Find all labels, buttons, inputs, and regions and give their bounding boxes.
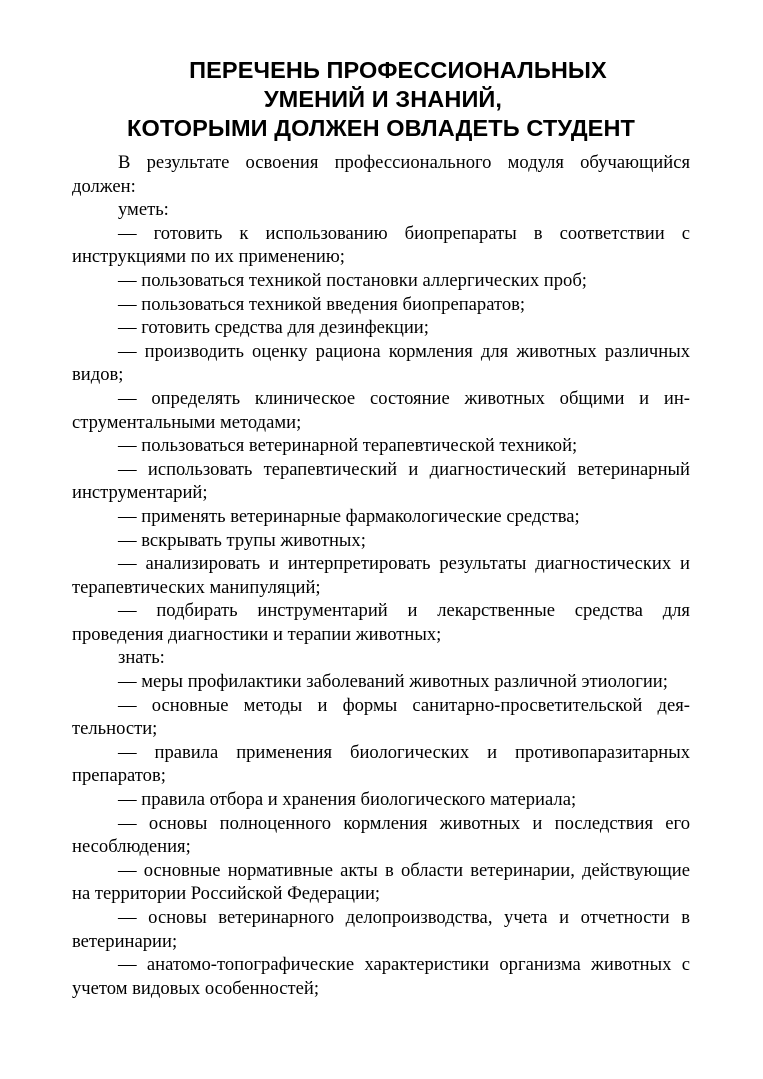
title-line-1: ПЕРЕЧЕНЬ ПРОФЕССИОНАЛЬНЫХ (189, 57, 607, 83)
title-line-3: КОТОРЫМИ ДОЛЖЕН ОВЛАДЕТЬ СТУДЕНТ (127, 115, 635, 141)
skills-heading: уметь: (118, 199, 169, 221)
knowledge-item: — меры профилактики заболеваний животных различной этиологии; (118, 671, 668, 693)
skill-item: — пользоваться ветеринарной терапевтической техникой; (118, 435, 578, 457)
knowledge-item: — основные нормативные акты в области ветеринарии, действующие на территории Российской Федерации; (72, 859, 690, 905)
knowledge-item: — основы полноценного кормления животных и последствия его несоблюдения; (72, 812, 690, 858)
skill-item: — производить оценку рациона кормления для животных различных видов; (72, 340, 690, 386)
skill-item: — пользоваться техникой введения биопрепаратов; (118, 293, 526, 315)
knowledge-item: — правила применения биологических и противопаразитарных препаратов; (72, 741, 690, 787)
document-body (72, 151, 690, 1000)
skill-item: — использовать терапевтический и диагностический ветеринарный инструментарий; (72, 458, 690, 504)
title-line-2: УМЕНИЙ И ЗНАНИЙ, (263, 86, 503, 112)
skill-item: — определять клиническое состояние животных общими и инструментальными методами; (72, 387, 690, 433)
knowledge-item: — анатомо-топографические характеристики организма животных с учетом видовых особенностей; (72, 954, 690, 999)
skill-item: — применять ветеринарные фармакологические средства; (118, 505, 580, 527)
skill-item: — вскрывать трупы животных; (118, 529, 366, 551)
knowledge-heading: знать: (118, 647, 165, 669)
skill-item: — анализировать и интерпретировать результаты диагностических и терапевтических манипуляций; (72, 553, 690, 598)
knowledge-item: — правила отбора и хранения биологического материала; (118, 789, 577, 811)
document-page (72, 56, 690, 1000)
skill-item: — готовить средства для дезинфекции; (118, 317, 429, 339)
knowledge-item: — основные методы и формы санитарно-просветительской деятельности; (72, 694, 690, 740)
skill-item: — подбирать инструментарий и лекарственные средства для проведения диагностики и терапии животных; (72, 600, 690, 645)
skill-item: — готовить к использованию биопрепараты в соответствии с инструкциями по их применению; (72, 222, 690, 268)
skill-item: — пользоваться техникой постановки аллергических проб; (118, 269, 587, 291)
page-title (72, 56, 690, 143)
intro-paragraph: В результате освоения профессионального модуля обучающийся должен: (72, 152, 690, 197)
knowledge-item: — основы ветеринарного делопроизводства, учета и отчетности в ветеринарии; (72, 907, 690, 952)
